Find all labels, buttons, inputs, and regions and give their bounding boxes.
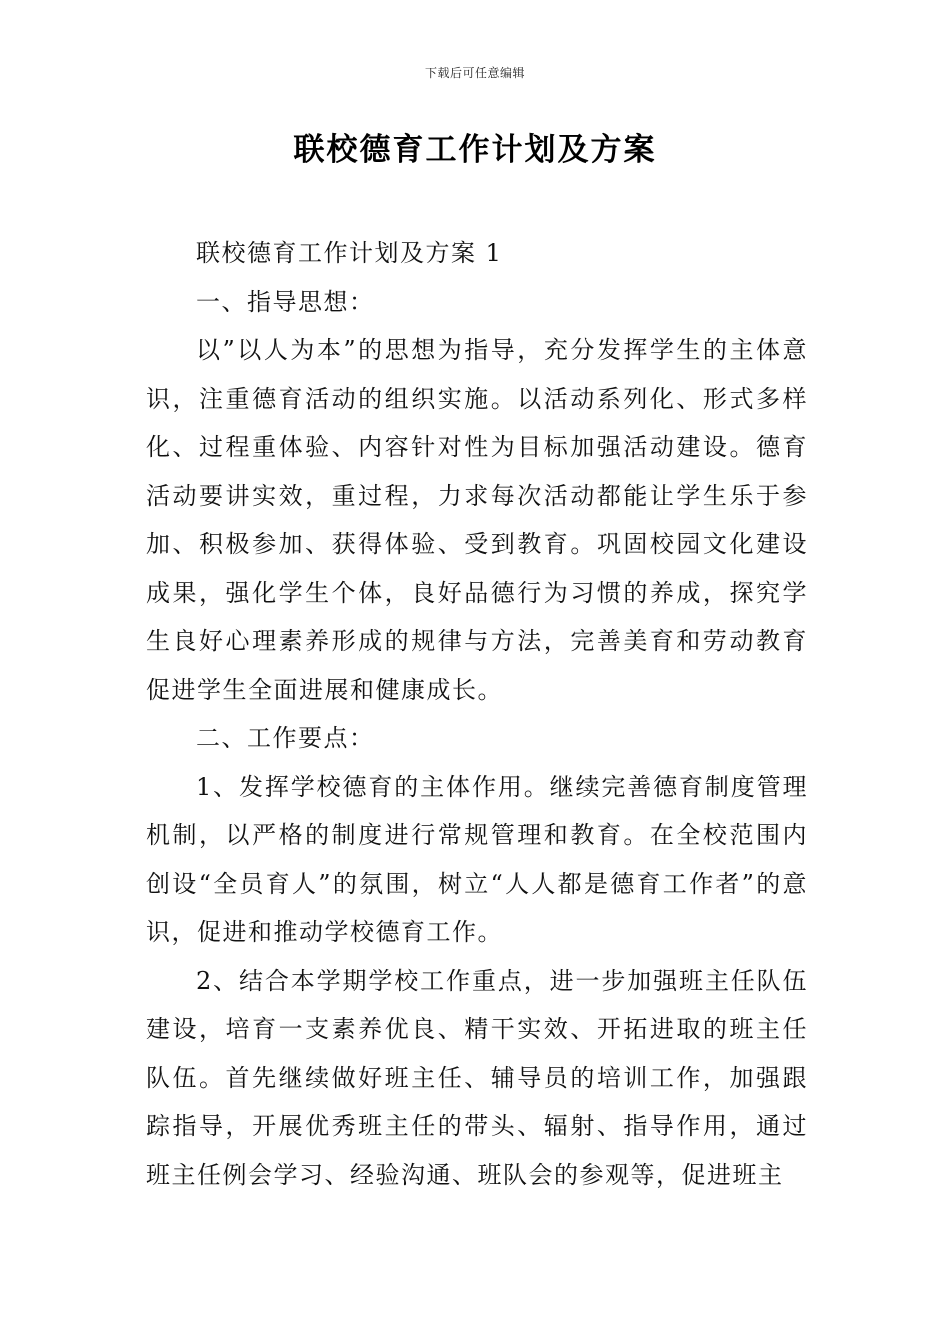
document-body: [146, 229, 808, 1199]
header-note: 下载后可任意编辑: [424, 66, 525, 80]
paragraph-point-1: 1、发挥学校德育的主体作用。继续完善德育制度管理机制，以严格的制度进行常规管理和教育。在全校范围内创设“全员育人”的氛围，树立“人人都是德育工作者”的意识，促进和推动学校德育工作。: [146, 772, 808, 946]
section-heading: 联校德育工作计划及方案 1: [196, 239, 503, 267]
subheading-guiding-thought: 一、指导思想：: [196, 287, 375, 316]
paragraph-point-2: 2、结合本学期学校工作重点，进一步加强班主任队伍建设，培育一支素养优良、精干实效、开拓进取的班主任队伍。首先继续做好班主任、辅导员的培训工作，加强跟踪指导，开展优秀班主任的带头、辐射、指导作用，通过班主任例会学习、经验沟通、班队会的参观等，促进班主: [146, 966, 808, 1189]
paragraph-guiding-thought: 以”以人为本”的思想为指导，充分发挥学生的主体意识，注重德育活动的组织实施。以活动系列化、形式多样化、过程重体验、内容针对性为目标加强活动建设。德育活动要讲实效，重过程，力求每次活动都能让学生乐于参加、积极参加、获得体验、受到教育。巩固校园文化建设成果，强化学生个体，良好品德行为习惯的养成，探究学生良好心理素养形成的规律与方法，完善美育和劳动教育促进学生全面进展和健康成长。: [146, 336, 808, 704]
subheading-work-points: 二、工作要点：: [196, 724, 375, 752]
document-title: 联校德育工作计划及方案: [293, 132, 657, 168]
